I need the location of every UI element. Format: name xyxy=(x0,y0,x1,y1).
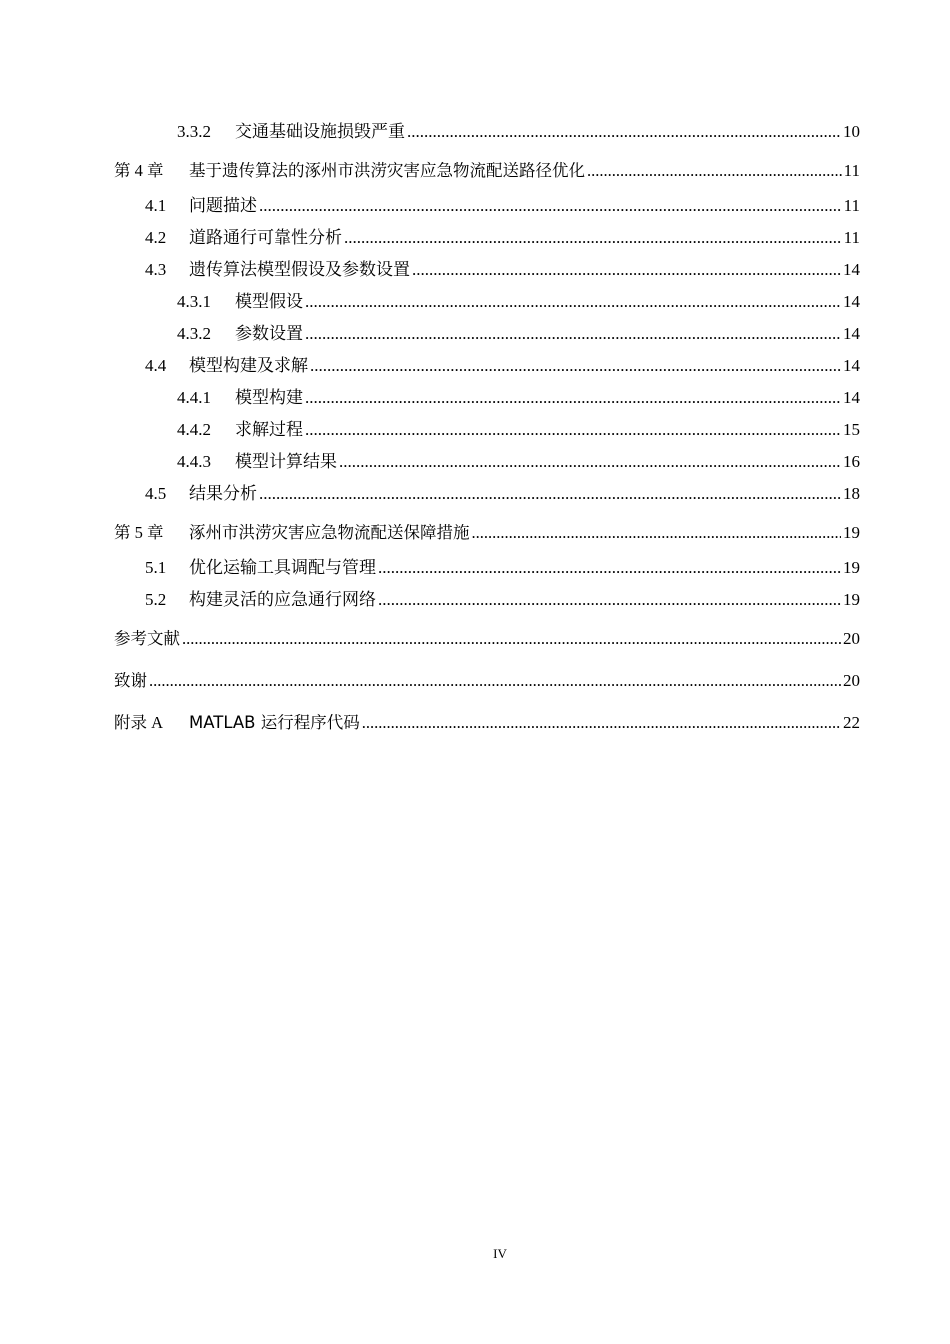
toc-entry-page-number: 22 xyxy=(843,713,860,732)
toc-entry-page-number: 14 xyxy=(843,260,860,279)
toc-entry-page-number: 19 xyxy=(843,523,860,542)
toc-entry-page-number: 20 xyxy=(843,671,860,690)
page-number-footer: IV xyxy=(493,1246,507,1261)
dot-leader xyxy=(378,586,841,614)
toc-entry-page-number: 14 xyxy=(843,292,860,311)
toc-entry-page-number: 14 xyxy=(843,388,860,407)
toc-entry-page-number: 19 xyxy=(843,558,860,577)
dot-leader xyxy=(344,224,842,252)
toc-entry-title: 模型构建 xyxy=(235,388,303,407)
toc-entry-page-number: 10 xyxy=(843,122,860,141)
toc-entry-title: 构建灵活的应急通行网络 xyxy=(189,590,376,609)
dot-leader xyxy=(305,416,841,444)
toc-entry-title: 模型假设 xyxy=(235,292,303,311)
toc-entry-number: 5.1 xyxy=(145,558,167,577)
toc-entry-number: 4.2 xyxy=(145,228,167,247)
toc-entry[interactable] xyxy=(114,416,860,448)
toc-entry-page-number: 18 xyxy=(843,484,860,503)
dot-leader xyxy=(378,554,841,582)
toc-entry[interactable] xyxy=(114,320,860,352)
toc-entry-title: 致谢 xyxy=(114,671,147,690)
toc-entry-number: 附录 A xyxy=(114,713,164,732)
dot-leader xyxy=(472,512,842,554)
toc-entry-page-number: 11 xyxy=(843,161,860,180)
toc-entry[interactable] xyxy=(114,586,860,618)
toc-entry-page-number: 19 xyxy=(843,590,860,609)
toc-entry-title: 交通基础设施损毁严重 xyxy=(235,122,405,141)
toc-entry-number: 第 5 章 xyxy=(114,523,164,542)
toc-entry-number: 4.3 xyxy=(145,260,167,279)
dot-leader xyxy=(412,256,841,284)
toc-entry[interactable] xyxy=(114,150,860,192)
toc-entry[interactable] xyxy=(114,448,860,480)
dot-leader xyxy=(259,480,841,508)
toc-entry-title: 参考文献 xyxy=(114,629,180,648)
dot-leader xyxy=(310,352,841,380)
toc-entry-title: 求解过程 xyxy=(235,420,303,439)
toc-entry-title: 道路通行可靠性分析 xyxy=(189,228,342,247)
toc-entry[interactable] xyxy=(114,352,860,384)
dot-leader xyxy=(362,702,841,744)
toc-entry[interactable] xyxy=(114,384,860,416)
dot-leader xyxy=(305,320,841,348)
toc-entry-title: 基于遗传算法的涿州市洪涝灾害应急物流配送路径优化 xyxy=(189,161,585,180)
toc-entry[interactable] xyxy=(114,118,860,150)
toc-entry[interactable] xyxy=(114,660,860,702)
toc-entry[interactable] xyxy=(114,702,860,744)
toc-entry-number: 4.4.2 xyxy=(177,420,211,439)
toc-entry-page-number: 20 xyxy=(843,629,860,648)
toc-entry-number: 5.2 xyxy=(145,590,167,609)
toc-entry-page-number: 14 xyxy=(843,356,860,375)
toc-entry[interactable] xyxy=(114,618,860,660)
toc-entry-number: 4.1 xyxy=(145,196,167,215)
toc-entry-title: 模型构建及求解 xyxy=(189,356,308,375)
toc-entry-title: 参数设置 xyxy=(235,324,303,343)
toc-entry-title: 涿州市洪涝灾害应急物流配送保障措施 xyxy=(189,523,470,542)
toc-entry[interactable] xyxy=(114,288,860,320)
dot-leader xyxy=(259,192,842,220)
toc-entry[interactable] xyxy=(114,480,860,512)
toc-entry-page-number: 15 xyxy=(843,420,860,439)
toc-entry[interactable] xyxy=(114,554,860,586)
toc-entry-page-number: 14 xyxy=(843,324,860,343)
toc-entry-number: 4.3.2 xyxy=(177,324,211,343)
toc-entry-title: 结果分析 xyxy=(189,484,257,503)
dot-leader xyxy=(305,384,841,412)
toc-entry-number: 3.3.2 xyxy=(177,122,211,141)
toc-entry[interactable] xyxy=(114,256,860,288)
dot-leader xyxy=(182,618,841,660)
table-of-contents xyxy=(114,118,860,744)
toc-entry-number: 4.4.1 xyxy=(177,388,211,407)
toc-entry-title: 优化运输工具调配与管理 xyxy=(189,558,376,577)
toc-entry-title: 遗传算法模型假设及参数设置 xyxy=(189,260,410,279)
toc-entry-number: 第 4 章 xyxy=(114,161,164,180)
toc-entry-number: 4.4 xyxy=(145,356,167,375)
toc-entry[interactable] xyxy=(114,192,860,224)
toc-entry-title: 问题描述 xyxy=(189,196,257,215)
toc-entry[interactable] xyxy=(114,224,860,256)
toc-entry-page-number: 11 xyxy=(843,196,860,215)
dot-leader xyxy=(305,288,841,316)
dot-leader xyxy=(407,118,841,146)
toc-entry-title: MATLAB 运行程序代码 xyxy=(189,713,360,732)
dot-leader xyxy=(149,660,841,702)
dot-leader xyxy=(587,150,842,192)
toc-entry[interactable] xyxy=(114,512,860,554)
dot-leader xyxy=(339,448,841,476)
toc-entry-number: 4.3.1 xyxy=(177,292,211,311)
toc-entry-page-number: 11 xyxy=(843,228,860,247)
toc-entry-title: 模型计算结果 xyxy=(235,452,337,471)
toc-entry-number: 4.5 xyxy=(145,484,167,503)
toc-entry-number: 4.4.3 xyxy=(177,452,211,471)
toc-entry-page-number: 16 xyxy=(843,452,860,471)
